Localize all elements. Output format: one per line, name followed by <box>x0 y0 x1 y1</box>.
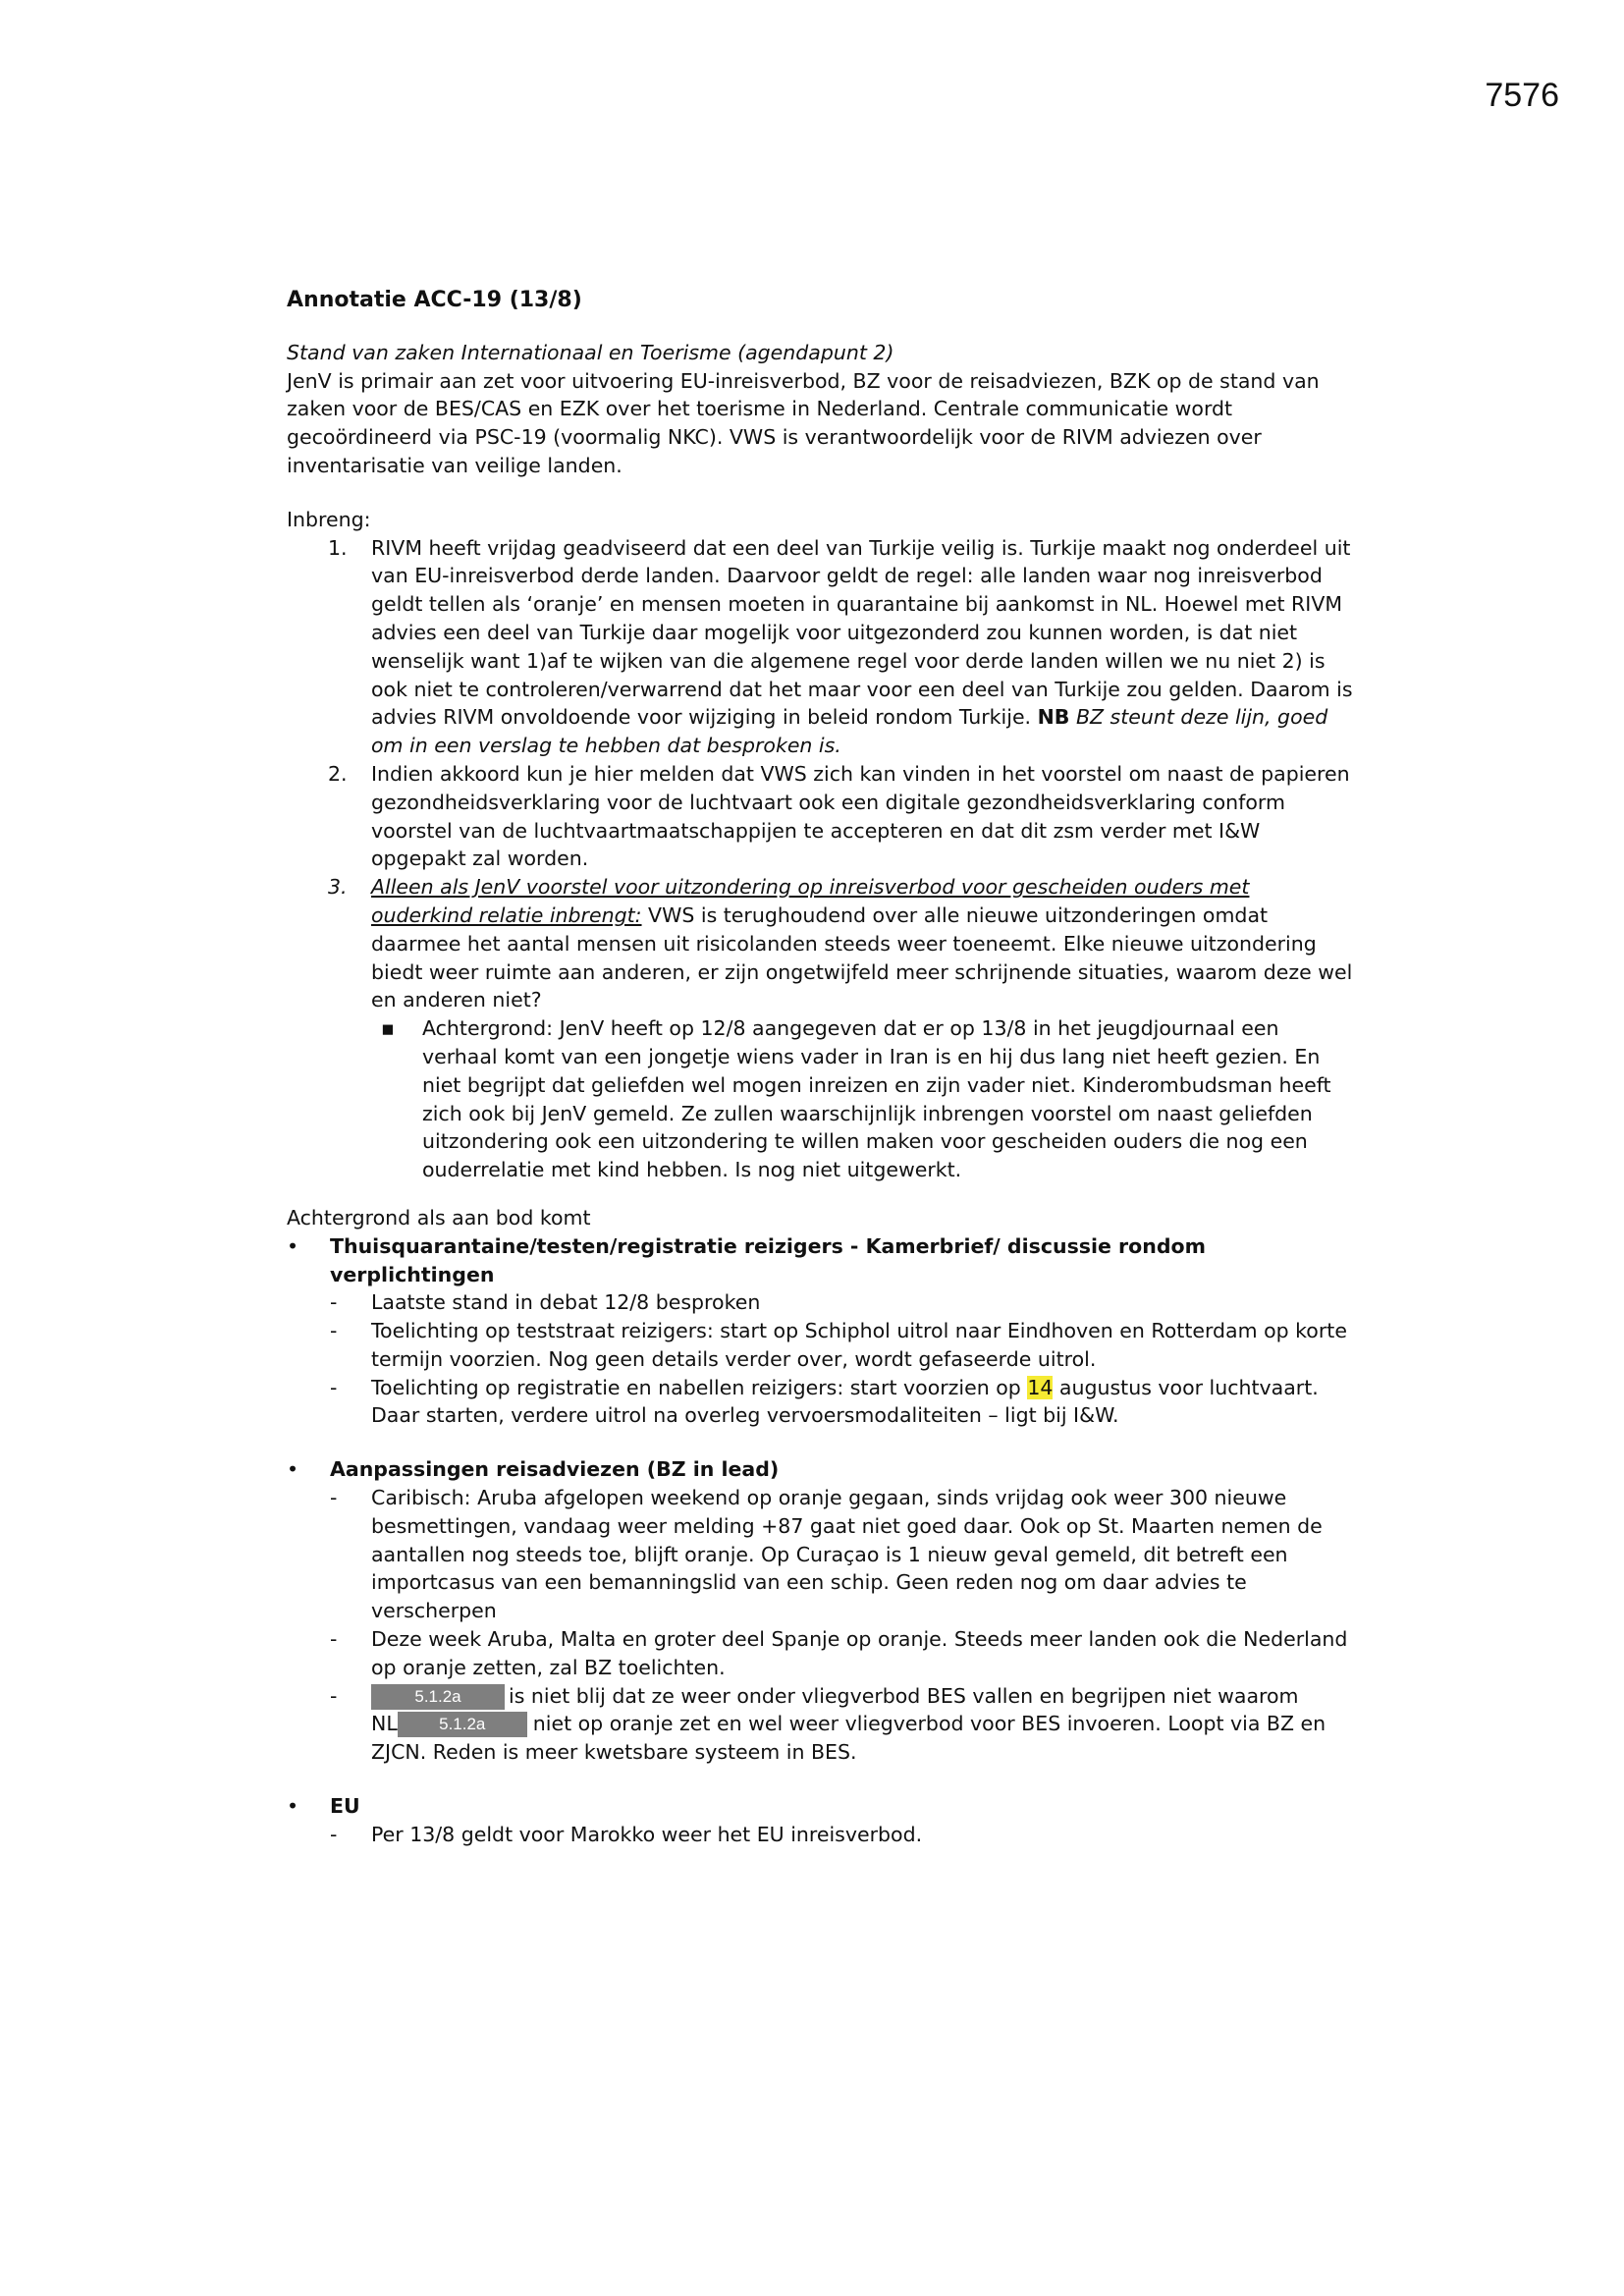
item-text: Laatste stand in debat 12/8 besproken <box>371 1290 761 1315</box>
dash-icon: - <box>330 1290 338 1315</box>
redaction-box: 5.1.2a <box>371 1684 505 1710</box>
background-label: Achtergrond als aan bod komt <box>287 1205 591 1230</box>
dash-icon: - <box>330 1627 338 1652</box>
item-text: niet op oranje zet en wel weer vliegverbod voor BES invoeren. Loopt via BZ en ZJCN. Reden is meer kwetsbare systeem in BES. <box>371 1712 1326 1765</box>
inbreng-list <box>287 534 1357 1184</box>
highlighted-date: 14 <box>1027 1375 1054 1399</box>
item-number: 2. <box>328 761 348 786</box>
item-text: VWS is terughoudend over alle nieuwe uitzonderingen omdat daarmee het aantal mensen uit risicolanden steeds weer toeneemt. Elke nieuwe uitzondering biedt weer ruimte aan anderen, er zijn ongetwijfeld meer schrijnende situaties, waarom deze wel en anderen niet? <box>371 902 1353 1012</box>
item-text: Deze week Aruba, Malta en groter deel Spanje op oranje. Steeds meer landen ook die Nederland op oranje zetten, zal BZ toelichten. <box>371 1627 1348 1679</box>
item-text: NL <box>371 1712 398 1736</box>
nb-label: NB <box>1037 705 1070 730</box>
list-item <box>287 1455 1357 1767</box>
section-subheading: Aanpassingen reisadviezen (BZ in lead) <box>330 1457 780 1482</box>
section-heading: Stand van zaken Internationaal en Toerisme (agendapunt 2) <box>287 340 894 364</box>
list-item <box>330 1625 1357 1682</box>
dash-list <box>330 1821 1357 1849</box>
list-item <box>330 1682 1357 1767</box>
dash-icon: - <box>330 1486 338 1510</box>
page-number: 7576 <box>1485 77 1559 114</box>
square-bullet-icon: ▪ <box>381 1016 395 1041</box>
item-text: RIVM heeft vrijdag geadviseerd dat een deel van Turkije veilig is. Turkije maakt nog onderdeel uit van EU-inreisverbod derde landen. Daarvoor geldt de regel: alle landen waar nog inreisverbod geldt tellen als ‘oranje’ en mensen moeten in quarantaine bij aankomst in NL. Hoewel met RIVM advies een deel van Turkije daar mogelijk voor uitgezonderd zou kunnen worden, is dat niet wenselijk want 1)af te wijken van die algemene regel voor derde landen willen we nu niet 2) is ook niet te controleren/verwarrend dat het maar voor een deel van Turkije zou gelden. Daarom is advies RIVM onvoldoende voor wijziging in beleid rondom Turkije. <box>371 535 1353 730</box>
dash-list <box>330 1288 1357 1430</box>
item-text: Caribisch: Aruba afgelopen weekend op oranje gegaan, sinds vrijdag ook weer 300 nieuwe besmettingen, vandaag weer melding +87 gaat niet goed daar. Ook op St. Maarten nemen de aantallen nog steeds toe, blijft oranje. Op Curaçao is 1 nieuw geval gemeld, dit betreft een importcasus van een bemanningslid van een schip. Geen reden nog om daar advies te verscherpen <box>371 1486 1323 1623</box>
dash-icon: - <box>330 1683 338 1708</box>
bullet-icon: • <box>287 1794 299 1819</box>
list-item <box>330 1374 1357 1431</box>
list-item <box>287 1232 1357 1431</box>
item-number: 1. <box>328 535 348 560</box>
nb-text: BZ steunt deze lijn, goed om in een verslag te hebben dat besproken is. <box>371 705 1328 758</box>
item-number: 3. <box>328 875 348 900</box>
dash-icon: - <box>330 1319 338 1343</box>
document-title: Annotatie ACC-19 (13/8) <box>287 288 582 312</box>
item-lead: Alleen als JenV voorstel voor uitzondering op inreisverbod voor gescheiden ouders met ouderkind relatie inbrengt: <box>371 875 1250 927</box>
list-item <box>371 1014 1357 1184</box>
item-text: Per 13/8 geldt voor Marokko weer het EU inreisverbod. <box>371 1822 923 1846</box>
dash-icon: - <box>330 1375 338 1399</box>
list-item <box>287 534 1357 760</box>
list-item <box>287 873 1357 1184</box>
redaction-box: 5.1.2a <box>398 1712 527 1737</box>
item-text: Toelichting op teststraat reizigers: start op Schiphol uitrol naar Eindhoven en Rotterdam op korte termijn voorzien. Nog geen details verder over, wordt gefaseerde uitrol. <box>371 1319 1347 1371</box>
background-list <box>287 1232 1357 1849</box>
list-item <box>330 1317 1357 1374</box>
item-text: Achtergrond: JenV heeft op 12/8 aangegeven dat er op 13/8 in het jeugdjournaal een verhaal komt van een jongetje wiens vader in Iran is en hij dus lang niet heeft gezien. En niet begrijpt dat geliefden wel mogen inreizen en zijn vader niet. Kinderombudsman heeft zich ook bij JenV gemeld. Ze zullen waarschijnlijk inbrengen voorstel om naast geliefden uitzondering ook een uitzondering te willen maken voor gescheiden ouders die nog een ouderrelatie met kind hebben. Is nog niet uitgewerkt. <box>422 1016 1331 1182</box>
item-text: is niet blij dat ze weer onder vliegverbod BES vallen en begrijpen niet waarom <box>509 1683 1299 1708</box>
list-item <box>330 1484 1357 1625</box>
inbreng-label: Inbreng: <box>287 507 371 531</box>
list-item <box>330 1821 1357 1849</box>
list-item <box>330 1288 1357 1317</box>
item-text: augustus voor luchtvaart. Daar starten, verdere uitrol na overleg vervoersmodaliteiten – ligt bij I&W. <box>371 1375 1319 1428</box>
list-item <box>287 1792 1357 1849</box>
item-text: Indien akkoord kun je hier melden dat VWS zich kan vinden in het voorstel om naast de papieren gezondheidsverklaring voor de luchtvaart ook een digitale gezondheidsverklaring conform voorstel van de luchtvaartmaatschappijen te accepteren en dat dit zsm verder met I&W opgepakt zal worden. <box>371 761 1350 871</box>
bullet-icon: • <box>287 1233 299 1258</box>
sub-list <box>371 1014 1357 1184</box>
list-item <box>287 760 1357 873</box>
section-subheading: EU <box>330 1794 360 1819</box>
document-body <box>287 287 1357 1849</box>
dash-list <box>330 1484 1357 1767</box>
dash-icon: - <box>330 1822 338 1846</box>
section-intro: JenV is primair aan zet voor uitvoering EU-inreisverbod, BZ voor de reisadviezen, BZK op de stand van zaken voor de BES/CAS en EZK over het toerisme in Nederland. Centrale communicatie wordt gecoördineerd via PSC-19 (voormalig NKC). VWS is verantwoordelijk voor de RIVM adviezen over inventarisatie van veilige landen. <box>287 368 1320 477</box>
section-subheading: Thuisquarantaine/testen/registratie reizigers - Kamerbrief/ discussie rondom verplichtingen <box>330 1233 1206 1286</box>
bullet-icon: • <box>287 1457 299 1482</box>
item-text: Toelichting op registratie en nabellen reizigers: start voorzien op <box>371 1375 1028 1399</box>
